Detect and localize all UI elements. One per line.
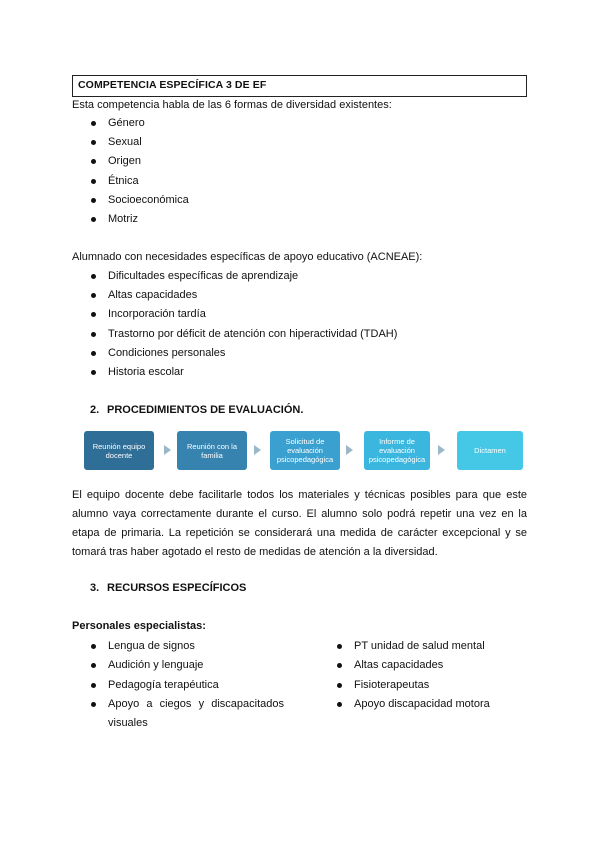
list-item: Altas capacidades — [334, 656, 490, 675]
section-heading-evaluacion — [90, 404, 303, 416]
flow-arrow-icon — [164, 445, 171, 455]
list-item: Étnica — [88, 172, 189, 191]
flow-step-label: Informe de evaluación psicopedagógica — [368, 437, 426, 464]
list-item: Apoyo discapacidad motora — [334, 695, 490, 714]
section-number: 3. — [90, 582, 100, 594]
list-item: Dificultades específicas de aprendizaje — [88, 267, 397, 286]
section-heading-recursos — [90, 582, 246, 594]
list-item: Fisioterapeutas — [334, 676, 490, 695]
evaluation-paragraph: El equipo docente debe facilitarle todos los materiales y técnicas posibles para que este alumno vaya correctamente durante el curso. El alumno solo podrá repetir una vez en la etapa de primaria. La repetición se considerará una medida de carácter excepcional y se tomará tras haber agotado el resto de medidas de atención a la diversidad. — [72, 489, 527, 558]
section-number: 2. — [90, 404, 100, 416]
flow-arrow-icon — [438, 445, 445, 455]
flow-arrow-icon — [254, 445, 261, 455]
list-item: Condiciones personales — [88, 344, 397, 363]
specialists-list-left — [88, 637, 284, 733]
flow-step-solicitud — [270, 431, 340, 470]
flow-step-reunion-familia — [177, 431, 247, 470]
flow-step-reunion-equipo — [84, 431, 154, 470]
list-item: Motriz — [88, 210, 189, 229]
acneae-list — [88, 267, 397, 382]
list-item: Historia escolar — [88, 363, 397, 382]
list-item: Lengua de signos — [88, 637, 284, 656]
list-item: Altas capacidades — [88, 286, 397, 305]
diversity-intro: Esta competencia habla de las 6 formas de diversidad existentes: — [72, 99, 392, 111]
list-item: Sexual — [88, 133, 189, 152]
flow-step-informe — [364, 431, 430, 470]
section-title-box — [72, 75, 527, 97]
evaluation-flow-diagram — [84, 431, 524, 470]
specialists-subheading: Personales especialistas: — [72, 620, 206, 632]
flow-step-label: Reunión con la familia — [186, 441, 238, 460]
flow-arrow-icon — [346, 445, 353, 455]
list-item: PT unidad de salud mental — [334, 637, 490, 656]
diversity-list — [88, 114, 189, 229]
list-item: Audición y lenguaje — [88, 656, 284, 675]
flow-step-dictamen — [457, 431, 523, 470]
acneae-intro: Alumnado con necesidades específicas de apoyo educativo (ACNEAE): — [72, 251, 423, 263]
specialists-list-right — [334, 637, 490, 714]
flow-step-label: Dictamen — [474, 446, 506, 455]
flow-step-label: Solicitud de evaluación psicopedagógica — [276, 437, 334, 464]
section-heading-text: PROCEDIMIENTOS DE EVALUACIÓN. — [107, 404, 304, 416]
list-item: Género — [88, 114, 189, 133]
list-item: Incorporación tardía — [88, 305, 397, 324]
list-item: Trastorno por déficit de atención con hiperactividad (TDAH) — [88, 325, 397, 344]
flow-step-label: Reunión equipo docente — [92, 441, 146, 460]
section-title: COMPETENCIA ESPECÍFICA 3 DE EF — [78, 79, 267, 91]
section-heading-text: RECURSOS ESPECÍFICOS — [107, 582, 247, 594]
list-item: Origen — [88, 152, 189, 171]
list-item: Apoyo a ciegos y discapacitados visuales — [88, 695, 284, 734]
list-item: Pedagogía terapéutica — [88, 676, 284, 695]
list-item: Socioeconómica — [88, 191, 189, 210]
